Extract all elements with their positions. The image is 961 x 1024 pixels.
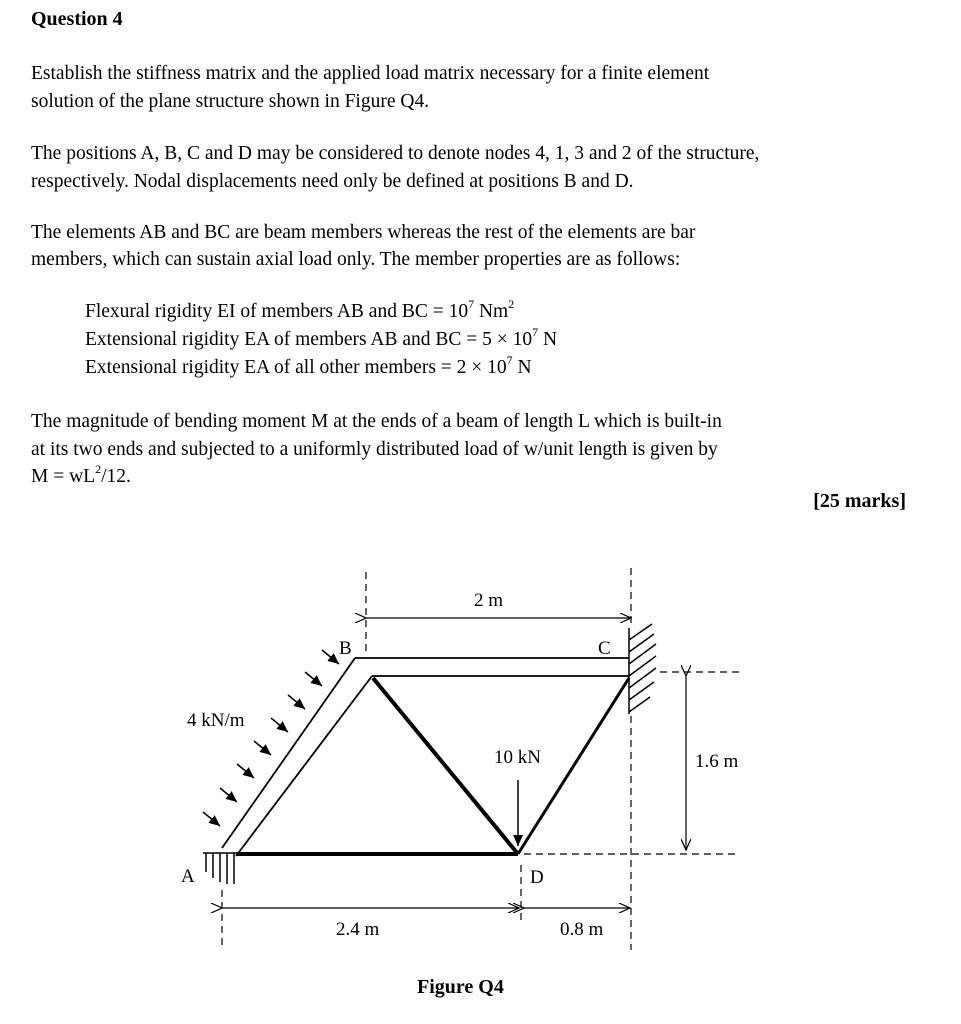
extension-lines (222, 568, 740, 950)
beam-ab (222, 658, 372, 856)
property-extensional-rigidity-bars: Extensional rigidity EA of all other members = $2 \times 10^7$ N (85, 353, 532, 378)
paragraph-2-line-1: The positions A, B, C and D may be considered to denote nodes 4, 1, 3 and 2 of the structure, (31, 143, 760, 164)
udl-arrows (203, 650, 339, 826)
label-udl: 4 kN/m (187, 710, 245, 731)
label-a: A (181, 866, 195, 887)
paragraph-3-line-1: The elements AB and BC are beam members whereas the rest of the elements are bar (31, 222, 696, 243)
support-c-wall (629, 624, 656, 714)
label-dim-bottom-left: 2.4 m (336, 919, 380, 940)
property-extensional-rigidity-beams: Extensional rigidity EA of members AB and BC = $5 \times 10^7$ N (85, 325, 558, 350)
paragraph-4-line-1: The magnitude of bending moment M at the ends of a beam of length L which is built-in (31, 411, 722, 432)
label-dim-bottom-right: 0.8 m (560, 919, 604, 940)
question-title: Question 4 (31, 8, 123, 30)
figure-caption: Figure Q4 (417, 976, 504, 998)
paragraph-1-line-2: solution of the plane structure shown in Figure Q4. (31, 91, 430, 112)
label-c: C (598, 638, 611, 659)
property-flexural-rigidity: Flexural rigidity EI of members AB and BC = $10^7$ Nm$^2$ (85, 297, 515, 322)
label-dim-top: 2 m (474, 590, 504, 611)
paragraph-4-line-2: at its two ends and subjected to a uniformly distributed load of w/unit length is given by (31, 439, 718, 460)
support-a-wall (203, 853, 240, 884)
label-b: B (339, 638, 352, 659)
label-d: D (530, 867, 544, 888)
label-dim-height: 1.6 m (695, 751, 739, 772)
paragraph-1-line-1: Establish the stiffness matrix and the applied load matrix necessary for a finite element (31, 63, 710, 84)
marks-label: [25 marks] (813, 490, 906, 512)
paragraph-3-line-2: members, which can sustain axial load only. The member properties are as follows: (31, 249, 681, 270)
paragraph-2-line-2: respectively. Nodal displacements need only be defined at positions B and D. (31, 171, 634, 192)
label-point-load: 10 kN (494, 747, 541, 768)
beam-bc (355, 658, 629, 676)
paragraph-4-line-3: $M = wL^2/12$. (31, 462, 131, 487)
